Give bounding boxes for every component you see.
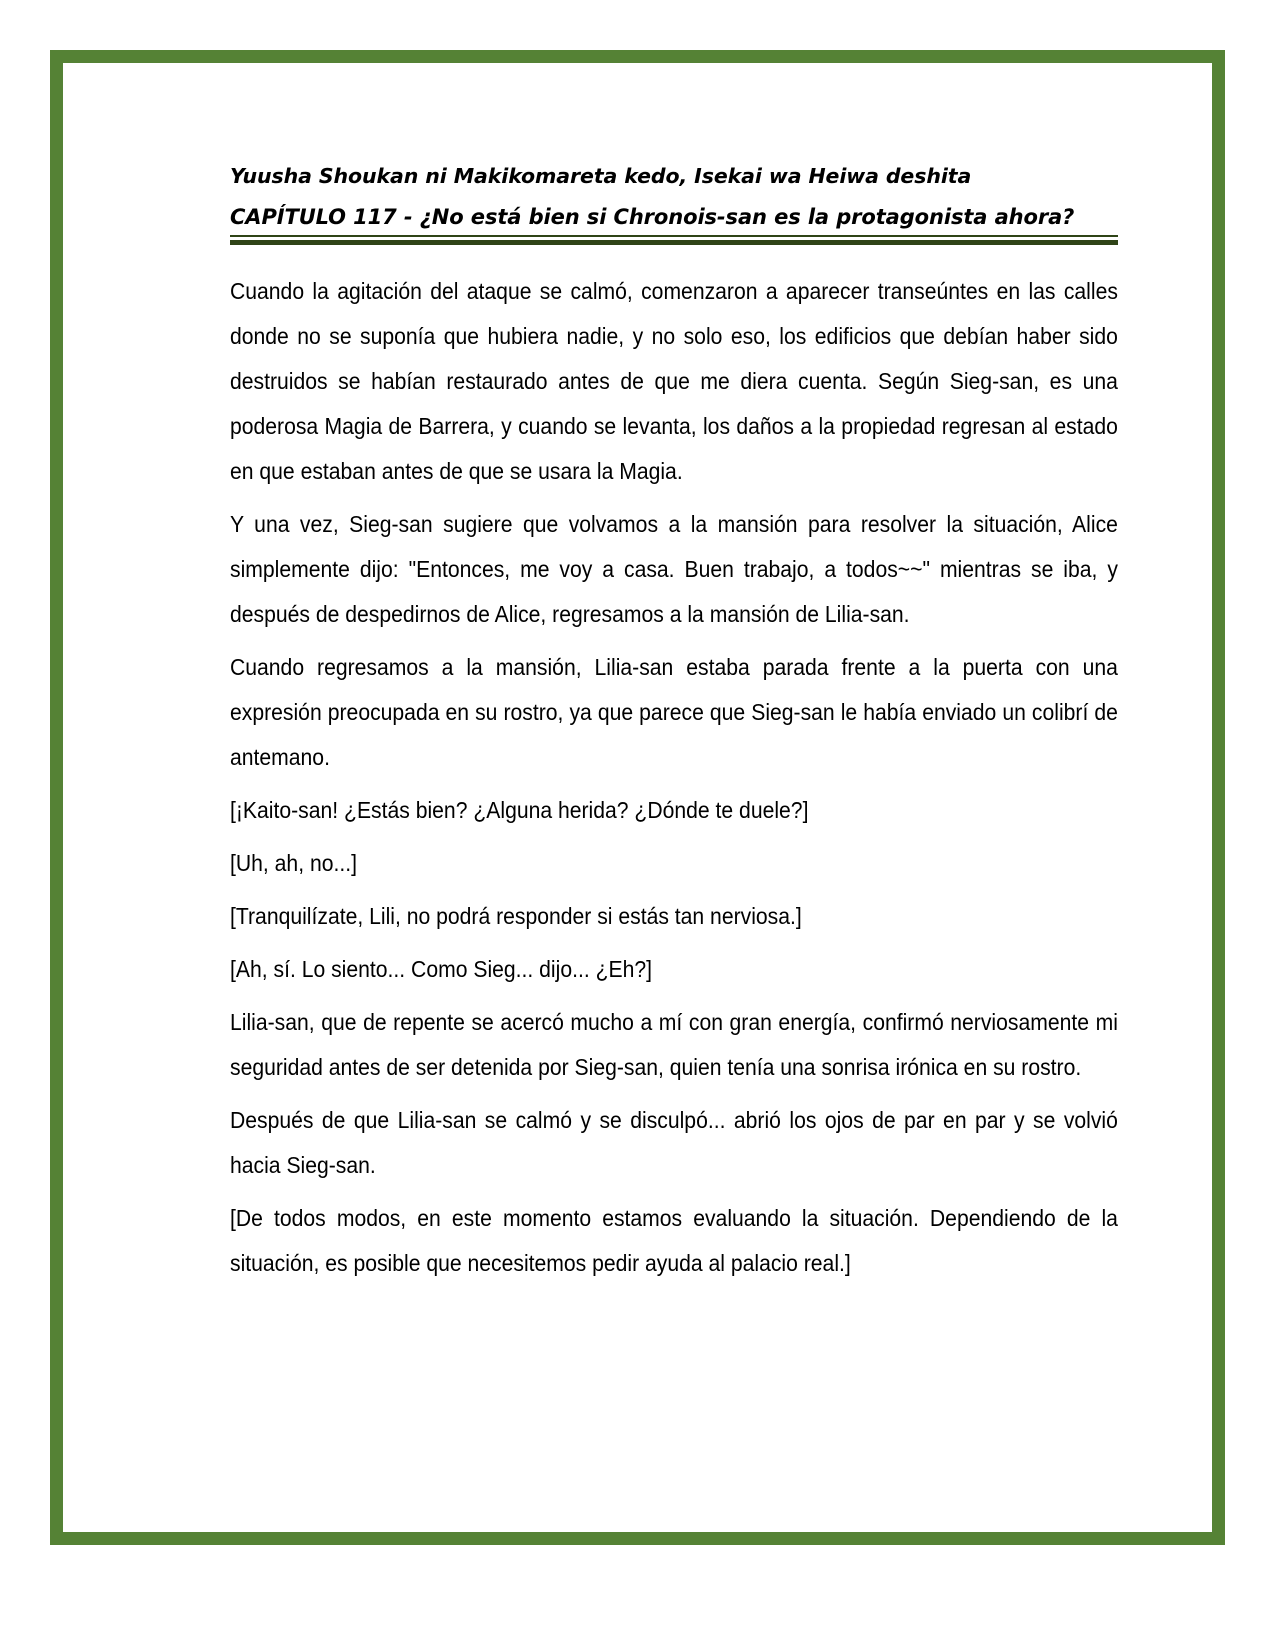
body-paragraph: Y una vez, Sieg-san sugiere que volvamos a la mansión para resolver la situación, Alice simplemente dijo: "Entonces, me voy a casa. Buen trabajo, a todos~~" mientras se iba, y después de despedirnos de Alice, regresamos a la mansión de Lilia-san. xyxy=(230,510,1118,627)
chapter-title: CAPÍTULO 117 - ¿No está bien si Chronois-san es la protagonista ahora? xyxy=(230,204,1075,229)
document-header xyxy=(230,166,1118,245)
body-paragraph: [Tranquilízate, Lili, no podrá responder si estás tan nerviosa.] xyxy=(230,902,802,929)
page-green-frame xyxy=(50,50,1225,1545)
body-paragraph: [¡Kaito-san! ¿Estás bien? ¿Alguna herida? ¿Dónde te duele?] xyxy=(230,796,809,823)
body-paragraph: [Ah, sí. Lo siento... Como Sieg... dijo... ¿Eh?] xyxy=(230,955,653,982)
body-paragraph: Lilia-san, que de repente se acercó mucho a mí con gran energía, confirmó nerviosamente mi seguridad antes de ser detenida por Sieg-san, quien tenía una sonrisa irónica en su rostro. xyxy=(230,1008,1118,1080)
header-divider-thin xyxy=(230,235,1118,237)
body-paragraph: Cuando regresamos a la mansión, Lilia-san estaba parada frente a la puerta con una expresión preocupada en su rostro, ya que parece que Sieg-san le había enviado un colibrí de antemano. xyxy=(230,653,1118,770)
body-paragraph: [Uh, ah, no...] xyxy=(230,849,357,876)
series-title: Yuusha Shoukan ni Makikomareta kedo, Isekai wa Heiwa deshita xyxy=(230,164,972,188)
body-paragraph: Cuando la agitación del ataque se calmó, comenzaron a aparecer transeúntes en las calles donde no se suponía que hubiera nadie, y no solo eso, los edificios que debían haber sido destruidos se habían restaurado antes de que me diera cuenta. Según Sieg-san, es una poderosa Magia de Barrera, y cuando se levanta, los daños a la propiedad regresan al estado en que estaban antes de que se usara la Magia. xyxy=(230,277,1118,484)
body-paragraph: [De todos modos, en este momento estamos evaluando la situación. Dependiendo de la situación, es posible que necesitemos pedir ayuda al palacio real.] xyxy=(230,1204,1118,1276)
document-body xyxy=(230,269,1118,1286)
page-content-area xyxy=(230,166,1118,1286)
body-paragraph: Después de que Lilia-san se calmó y se disculpó... abrió los ojos de par en par y se volvió hacia Sieg-san. xyxy=(230,1106,1118,1178)
